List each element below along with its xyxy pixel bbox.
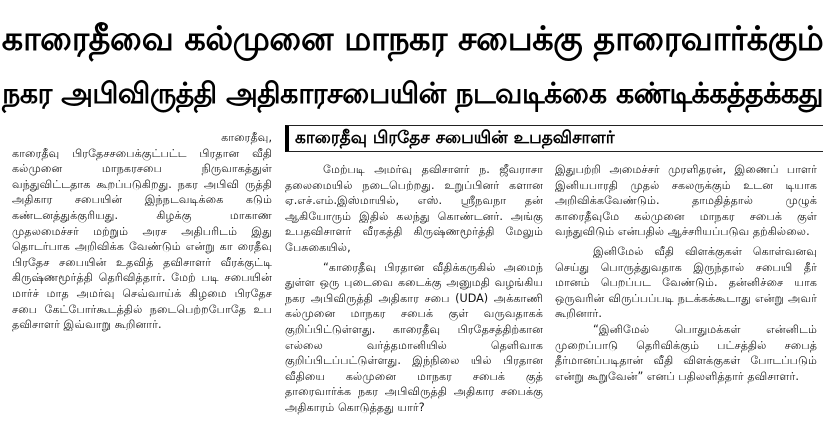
column-2-paragraph-1: மேற்படி அமர்வு தவிசாளர் ந. ஜீவராசா தலைமையில் நடைபெற்றது. உறுப்பினர் களான ஏ.எச்.எம்.இஸ்மாயில், எஸ். ஸ்ரீநவநா தன் ஆகியோரும் இதில் கலந்து கொண்டனர். அங்கு உபதவிசாளர் வீரகத்தி கிருஷ்ணமூர்த்தி மேலும் பேசுகையில், (285, 163, 543, 254)
article-column-2 (285, 162, 543, 416)
subheading: காரைதீவு பிரதேச சபையின் உபதவிசாளர் (295, 128, 615, 148)
column-3-paragraph-2: இனிமேல் வீதி விளக்குகள் கொள்வனவு செய்து பொருத்துவதாக இருந்தால் சபையி தீர் மானம் பெறப்பட வேண்டும். தன்னிச்சை யாக ஒருவரின் விருப்பப்படி நடக்கக்கூடாது என்று அவர் கூறினார். (555, 244, 817, 321)
column-3-paragraph-1: இதுபற்றி அமைச்சர் முரளிதரன், இணைப் பாளர் இனியபாரதி முதல் சகலருக்கும் உடன டியாக அறிவிக்கவேண்டும். தாமதித்தால் முழுக் காரைதீவுமே கல்முனை மாநகர சபைக் குள் வந்துவிடும் என்பதில் ஆச்சரியப்படுவ தற்கில்லை. (555, 163, 817, 239)
column-3-paragraph-3: “இனிமேல் பொதுமக்கள் என்னிடம் முறைப்பாடு தெரிவிக்கும் பட்சத்தில் சபைத் தீர்மானப்படிதான் வீதி விளக்குகள் போடப்படும் என்று கூறுவேன்” எனப் பதிலளித்தார் தவிசாளர். (555, 322, 817, 383)
column-2-paragraph-2: “காரைதீவு பிரதான வீதிக்கருகில் அமைந் துள்ள ஒரு புடைவை கடைக்கு அனுமதி வழங்கிய நகர அபிவிருத்தி அதிகார சபை (UDA) அக்காணி கல்முனை மாநகர சபைக் குள் வருவதாகக் குறிப்பிட்டுள்ளது. காரைதீவு பிரதேசத்திற்கான எல்லை வர்த்தமானியில் தெளிவாக குறிப்பிடப்பட்டுள்ளது. இந்நிலை யில் பிரதான வீதியை கல்முனை மாநகர சபைக் குத் தாரைவார்க்க நகர அபிவிருத்தி அதிகார சபைக்கு அதிகாரம் கொடுத்தது யார்? (285, 260, 543, 414)
dateline: காரைதீவு, (221, 131, 272, 144)
article-column-3 (555, 162, 817, 384)
headline-line-2: நகர அபிவிருத்தி அதிகாரசபையின் நடவடிக்கை கண்டிக்கத்தக்கது (2, 77, 823, 110)
article-column-1 (12, 130, 272, 333)
headline-line-1: காரைதீவை கல்முனை மாநகர சபைக்கு தாரைவார்க்கும் (1, 19, 824, 58)
column-1-body: காரைதீவு பிரதேசசபைக்குட்பட்ட பிரதான வீதி கல்முனை மாநகரசபை நிருவாகத்துள் வந்துவிட்டதாக கூறப்படுகிறது. நகர அபிவி ருத்தி அதிகார சபையின் இந்நடவடிக்கை கடும் கண்டனத்துக்குரியது. கிழக்கு மாகாண முதலமைச்சர் மற்றும் அரச அதிபரிடம் இது தொடர்பாக அறிவிக்க வேண்டும் என்று கா ரைதீவு பிரதேச சபையின் உதவித் தவிசாளர் வீரக்குட்டி கிருஷ்ணமூர்த்தி தெரிவித்தார். மேற் படி சபையின் மார்ச் மாத அமர்வு செவ்வாய்க் கிழமை பிரதேச சபை கேட்போர்கூடத்தில் நடைபெற்றபோதே உப தவிசாளர் இவ்வாறு கூறினார். (12, 146, 272, 332)
